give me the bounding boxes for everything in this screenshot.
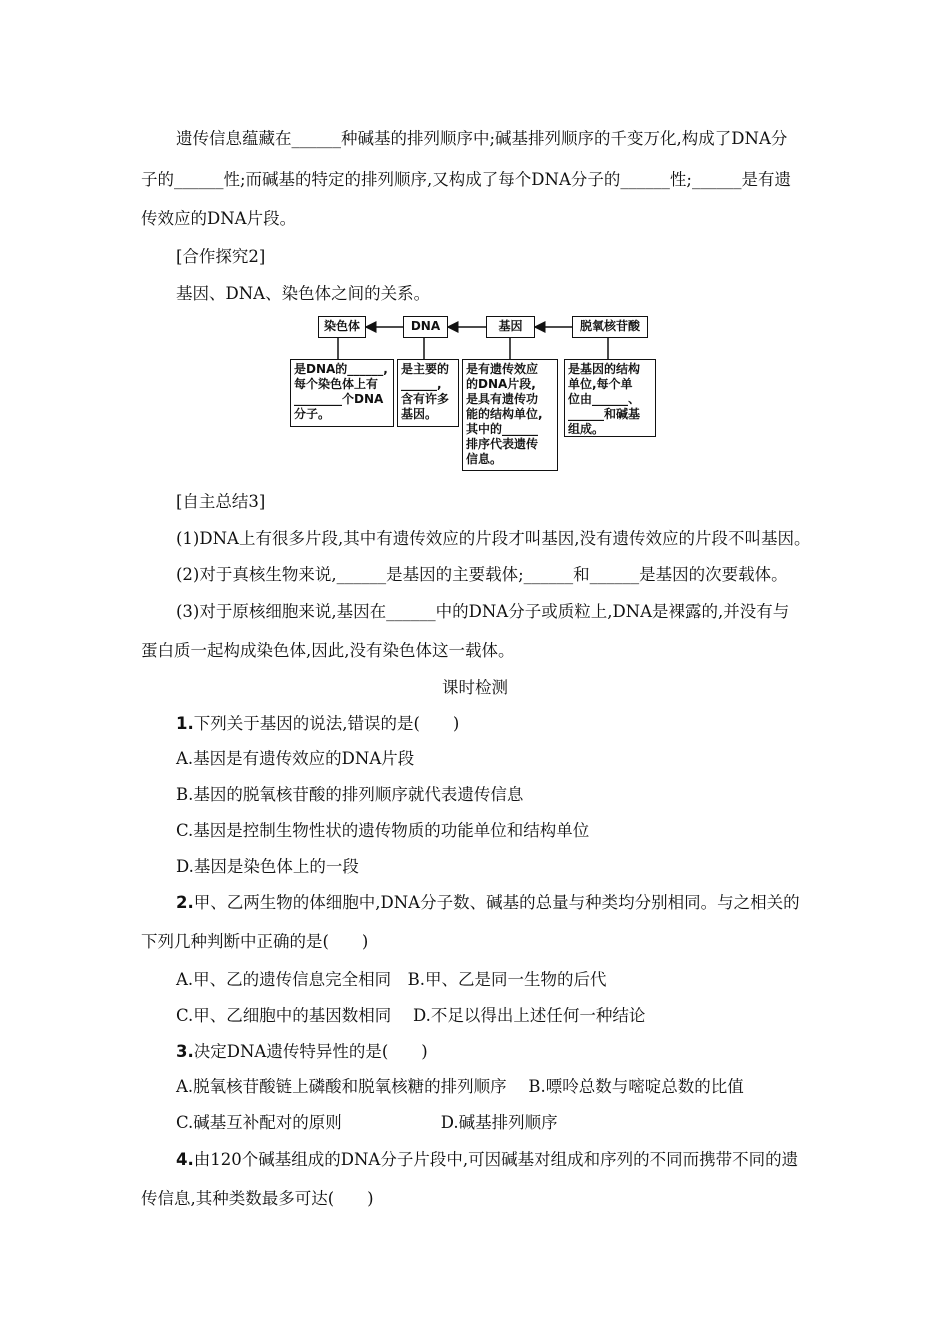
question-number: 1. — [176, 714, 194, 733]
question-2-options-cd: C.甲、乙细胞中的基因数相同 D.不足以得出上述任何一种结论 — [176, 1006, 646, 1025]
question-2-options-ab: A.甲、乙的遗传信息完全相同 B.甲、乙是同一生物的后代 — [176, 970, 607, 989]
question-1-stem — [176, 713, 459, 735]
desc-gene: 是有遗传效应 的DNA片段, 是具有遗传功 能的结构单位, 其中的______ 排序代表遗传 信息。 — [462, 359, 558, 471]
summary-item-2: (2)对于真核生物来说,______是基因的主要载体;______和______是基因的次要载体。 — [176, 565, 788, 584]
question-1-option-b: B.基因的脱氧核苷酸的排列顺序就代表遗传信息 — [176, 785, 524, 804]
question-3-options-cd: C.碱基互补配对的原则 D.碱基排列顺序 — [176, 1113, 558, 1132]
question-number: 2. — [176, 893, 194, 912]
question-1-option-c: C.基因是控制生物性状的遗传物质的功能单位和结构单位 — [176, 821, 590, 840]
header-chromosome: 染色体 — [318, 316, 366, 338]
header-deoxynucleotide: 脱氧核苷酸 — [572, 316, 648, 338]
desc-chromosome: 是DNA的______, 每个染色体上有 ________个DNA 分子。 — [290, 359, 394, 427]
desc-deoxynucleotide: 是基因的结构 单位,每个单 位由______、 ______和碱基 组成。 — [564, 359, 656, 437]
question-3-options-ab: A.脱氧核苷酸链上磷酸和脱氧核糖的排列顺序 B.嘌呤总数与嘧啶总数的比值 — [176, 1077, 744, 1096]
test-title: 课时检测 — [442, 678, 508, 697]
question-3-stem — [176, 1041, 428, 1063]
header-gene: 基因 — [486, 316, 535, 338]
summary-item-3-line-2: 蛋白质一起构成染色体,因此,没有染色体这一载体。 — [141, 641, 515, 660]
section-heading-zizhu: [自主总结3] — [176, 492, 266, 511]
question-stem-text: 由120个碱基组成的DNA分子片段中,可因碱基对组成和序列的不同而携带不同的遗 — [193, 1150, 799, 1169]
question-number: 3. — [176, 1042, 194, 1061]
relation-title: 基因、DNA、染色体之间的关系。 — [176, 284, 431, 303]
question-number: 4. — [176, 1150, 194, 1169]
paragraph-1-line-1: 遗传信息蕴藏在______种碱基的排列顺序中;碱基排列顺序的千变万化,构成了DNA分 — [176, 129, 788, 148]
question-1-option-a: A.基因是有遗传效应的DNA片段 — [176, 749, 415, 768]
summary-item-1: (1)DNA上有很多片段,其中有遗传效应的片段才叫基因,没有遗传效应的片段不叫基因。 — [176, 529, 811, 548]
paragraph-1-line-3: 传效应的DNA片段。 — [141, 209, 297, 228]
question-4-stem-line-2: 传信息,其种类数最多可达( ) — [141, 1189, 374, 1208]
question-stem-text: 下列关于基因的说法,错误的是( ) — [193, 714, 460, 733]
summary-item-3-line-1: (3)对于原核细胞来说,基因在______中的DNA分子或质粒上,DNA是裸露的,并没有与 — [176, 602, 790, 621]
question-stem-text: 决定DNA遗传特异性的是( ) — [193, 1042, 428, 1061]
gene-dna-chromosome-diagram — [290, 314, 660, 474]
question-2-stem-line-2: 下列几种判断中正确的是( ) — [141, 932, 369, 951]
question-1-option-d: D.基因是染色体上的一段 — [176, 857, 359, 876]
question-4-stem — [176, 1149, 798, 1171]
question-stem-text: 甲、乙两生物的体细胞中,DNA分子数、碱基的总量与种类均分别相同。与之相关的 — [193, 893, 800, 912]
desc-dna: 是主要的 ______, 含有许多 基因。 — [397, 359, 459, 427]
section-heading-hezuo: [合作探究2] — [176, 247, 266, 266]
paragraph-1-line-2: 子的______性;而碱基的特定的排列顺序,又构成了每个DNA分子的______性;______是有遗 — [141, 170, 791, 189]
header-dna: DNA — [403, 316, 448, 338]
question-2-stem — [176, 892, 800, 914]
